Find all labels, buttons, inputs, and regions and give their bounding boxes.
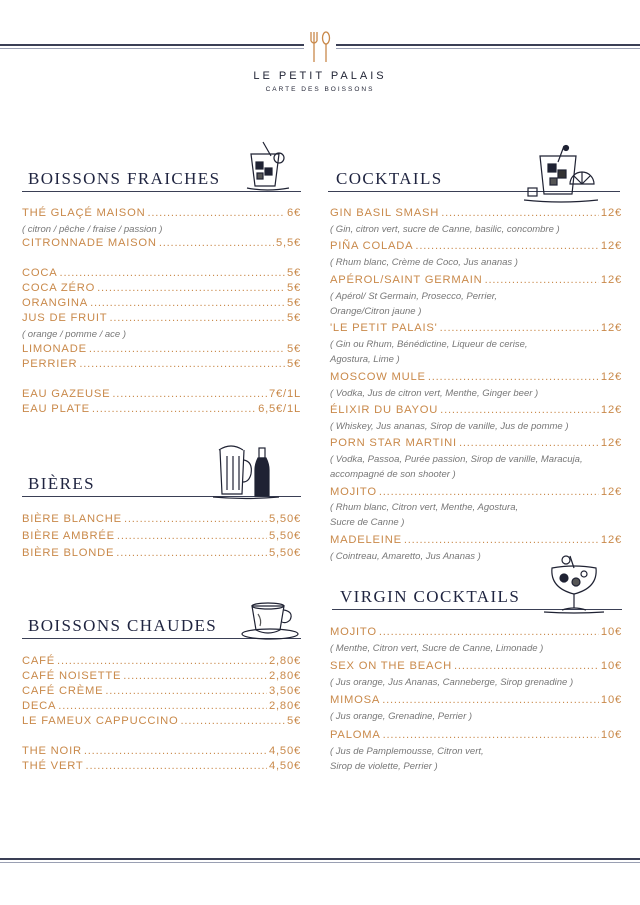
- item-description: ( Vodka, Passoa, Purée passion, Sirop de vanille, Maracuja,: [330, 454, 583, 465]
- menu-item: CAFÉ NOISETTE ..... 2,80€: [22, 670, 301, 682]
- menu-item: EAU GAZEUSE ..... 7€/1L: [22, 388, 301, 400]
- menu-item: EAU PLATE ..... 6,5€/1L: [22, 403, 301, 415]
- menu-item: THÉ GLAÇÉ MAISON ..... 6€: [22, 207, 301, 219]
- menu-item: CAFÉ ..... 2,80€: [22, 655, 301, 667]
- menu-item: PIÑA COLADA ..... 12€: [330, 240, 622, 252]
- section-title-chaudes: BOISSONS CHAUDES: [28, 616, 218, 635]
- item-description: ( Rhum blanc, Citron vert, Menthe, Agostura,: [330, 502, 519, 513]
- menu-item: JUS DE FRUIT ..... 5€: [22, 312, 301, 324]
- menu-item: 'LE PETIT PALAIS' ..... 12€: [330, 322, 622, 334]
- item-description-cont: accompagné de son shooter ): [330, 469, 456, 480]
- menu-item: GIN BASIL SMASH ..... 12€: [330, 207, 622, 219]
- menu-item: APÉROL/SAINT GERMAIN ..... 12€: [330, 274, 622, 286]
- menu-item: MOJITO ..... 12€: [330, 486, 622, 498]
- coffee-cup-icon: [238, 598, 304, 647]
- item-description: ( Jus de Pamplemousse, Citron vert,: [330, 746, 484, 757]
- item-description-cont: Agostura, Lime ): [330, 354, 400, 365]
- item-description: ( Gin ou Rhum, Bénédictine, Liqueur de cerise,: [330, 339, 528, 350]
- bottom-rule-thin: [0, 862, 640, 863]
- menu-item: THÉ VERT ..... 4,50€: [22, 760, 301, 772]
- item-description: ( Jus orange, Grenadine, Perrier ): [330, 711, 473, 722]
- menu-item: ORANGINA ..... 5€: [22, 297, 301, 309]
- menu-item: DECA ..... 2,80€: [22, 700, 301, 712]
- fork-spoon-icon: [304, 28, 336, 64]
- cocktail-glass-icon: [524, 144, 598, 209]
- item-description: ( Menthe, Citron vert, Sucre de Canne, Limonade ): [330, 643, 544, 654]
- section-title-cocktails: COCKTAILS: [336, 169, 443, 188]
- item-description: ( Rhum blanc, Crème de Coco, Jus ananas ): [330, 257, 518, 268]
- menu-item: THE NOIR ..... 4,50€: [22, 745, 301, 757]
- item-description: ( Whiskey, Jus ananas, Sirop de vanille, Jus de pomme ): [330, 421, 569, 432]
- menu-item: COCA ..... 5€: [22, 267, 301, 279]
- item-description-cont: Sucre de Canne ): [330, 517, 405, 528]
- section-title-virgin: VIRGIN COCKTAILS: [340, 587, 521, 606]
- item-note: ( orange / pomme / ace ): [22, 329, 127, 340]
- menu-item: MOSCOW MULE ..... 12€: [330, 371, 622, 383]
- menu-item: PERRIER ..... 5€: [22, 358, 301, 370]
- menu-item: PORN STAR MARTINI ..... 12€: [330, 437, 622, 449]
- item-description-cont: Sirop de violette, Perrier ): [330, 761, 438, 772]
- menu-item: ÉLIXIR DU BAYOU ..... 12€: [330, 404, 622, 416]
- menu-item: MOJITO ..... 10€: [330, 626, 622, 638]
- iced-drink-icon: [243, 140, 291, 197]
- menu-item: CAFÉ CRÈME ..... 3,50€: [22, 685, 301, 697]
- gin-tonic-glass-icon: [544, 554, 604, 619]
- menu-item: MADELEINE ..... 12€: [330, 534, 622, 546]
- item-note: ( citron / pêche / fraise / passion ): [22, 224, 163, 235]
- menu-item: BIÈRE BLONDE ..... 5,50€: [22, 547, 301, 559]
- item-description: ( Apérol/ St Germain, Prosecco, Perrier,: [330, 291, 498, 302]
- item-description: ( Gin, citron vert, sucre de Canne, basilic, concombre ): [330, 224, 560, 235]
- menu-item: LE FAMEUX CAPPUCCINO ..... 5€: [22, 715, 301, 727]
- menu-item: CITRONNADE MAISON ..... 5,5€: [22, 237, 301, 249]
- menu-item: PALOMA ..... 10€: [330, 729, 622, 741]
- item-description: ( Cointreau, Amaretto, Jus Ananas ): [330, 551, 481, 562]
- menu-item: COCA ZÉRO ..... 5€: [22, 282, 301, 294]
- item-description: ( Vodka, Jus de citron vert, Menthe, Ginger beer ): [330, 388, 539, 399]
- menu-item: SEX ON THE BEACH ..... 10€: [330, 660, 622, 672]
- item-description-cont: Orange/Citron jaune ): [330, 306, 422, 317]
- bottom-rule: [0, 858, 640, 860]
- menu-item: MIMOSA ..... 10€: [330, 694, 622, 706]
- menu-item: BIÈRE BLANCHE ..... 5,50€: [22, 513, 301, 525]
- brand-name: LE PETIT PALAIS: [253, 70, 387, 82]
- section-title-bieres: BIÈRES: [28, 474, 95, 493]
- menu-item: LIMONADE ..... 5€: [22, 343, 301, 355]
- beer-mug-bottle-icon: [213, 442, 279, 505]
- section-title-fraiches: BOISSONS FRAICHES: [28, 169, 221, 188]
- item-description: ( Jus orange, Jus Ananas, Canneberge, Sirop grenadine ): [330, 677, 574, 688]
- brand-subtitle: CARTE DES BOISSONS: [265, 86, 375, 93]
- menu-item: BIÈRE AMBRÉE ..... 5,50€: [22, 530, 301, 542]
